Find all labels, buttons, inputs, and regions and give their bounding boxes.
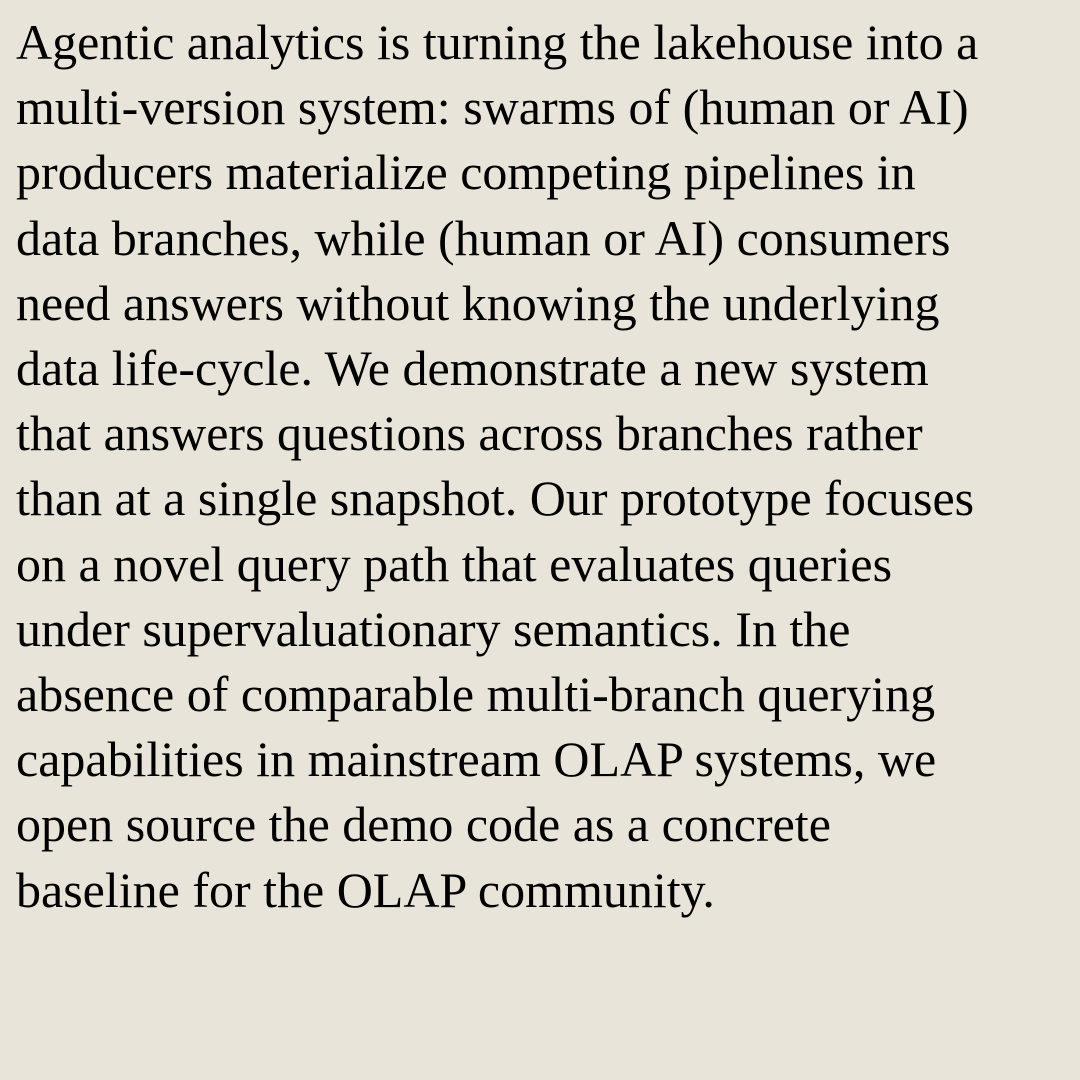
- abstract-paragraph: [16, 10, 1064, 923]
- abstract-line: need answers without knowing the underlying: [16, 274, 940, 331]
- abstract-line: under supervaluationary semantics. In the: [16, 600, 851, 657]
- abstract-line: than at a single snapshot. Our prototype focuses: [16, 470, 975, 527]
- abstract-line: on a novel query path that evaluates queries: [16, 535, 893, 592]
- abstract-line: Agentic analytics is turning the lakehouse into a: [16, 14, 979, 70]
- abstract-line: data branches, while (human or AI) consumers: [16, 209, 951, 266]
- abstract-line: producers materialize competing pipelines in: [16, 144, 916, 201]
- abstract-line: data life-cycle. We demonstrate a new system: [16, 340, 929, 397]
- abstract-line: multi-version system: swarms of (human or AI): [16, 79, 969, 136]
- abstract-line: absence of comparable multi-branch querying: [16, 666, 936, 723]
- abstract-line: capabilities in mainstream OLAP systems, we: [16, 731, 937, 788]
- abstract-line: baseline for the OLAP community.: [16, 861, 715, 918]
- abstract-line: that answers questions across branches rather: [16, 405, 923, 462]
- abstract-line: open source the demo code as a concrete: [16, 796, 831, 853]
